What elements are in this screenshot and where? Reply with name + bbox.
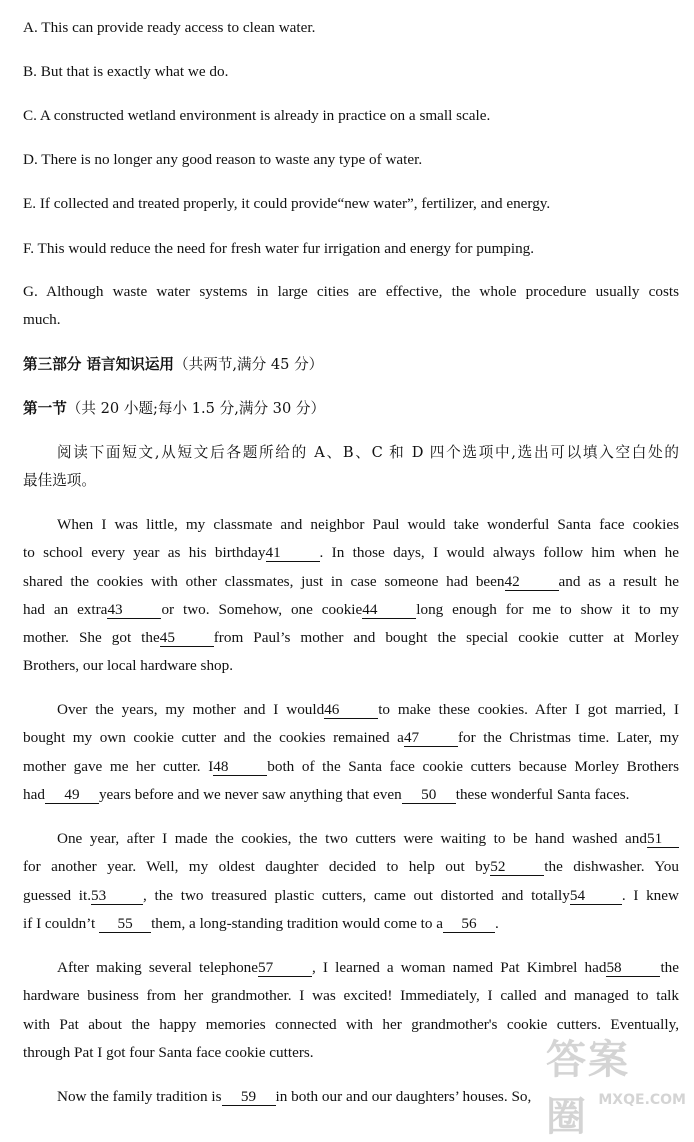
blank-58[interactable]: 58 xyxy=(606,959,660,977)
option-c: C. A constructed wetland environment is already in practice on a small scale. xyxy=(23,107,491,124)
p4-line2: hardware business from her grandmother. I was excited! Immediately, I called and managed to talk xyxy=(23,987,679,1005)
blank-50[interactable]: 50 xyxy=(402,786,456,804)
passage-paragraph-4 xyxy=(23,954,679,1067)
passage-paragraph-2 xyxy=(23,696,679,809)
section1-instruction xyxy=(23,439,679,496)
instruction-line2: 最佳选项。 xyxy=(23,472,96,490)
blank-57[interactable]: 57 xyxy=(258,959,312,977)
p1-line4: had an extra43 or two. Somehow, one cookie44 long enough for me to show it to my xyxy=(23,600,680,618)
p1-line1: When I was little, my classmate and neighbor Paul would take wonderful Santa face cookies xyxy=(57,516,679,533)
blank-48[interactable]: 48 xyxy=(213,758,267,776)
option-g-line1: G. Although waste water systems in large cities are effective, the whole procedure usually costs xyxy=(23,283,679,300)
section1-heading-title: 第一节 xyxy=(23,400,67,417)
blank-45[interactable]: 45 xyxy=(160,629,214,647)
p2-line3: mother gave me her cutter. I48 both of the Santa face cookie cutters because Morley Brothers xyxy=(23,757,679,775)
p1-line5: mother. She got the45 from Paul’s mother and bought the special cookie cutter at Morley xyxy=(23,629,679,647)
p2-line1: Over the years, my mother and I would46 to make these cookies. After I got married, I xyxy=(57,701,679,718)
part3-heading-title: 第三部分 语言知识运用 xyxy=(23,356,175,373)
section1-heading xyxy=(23,395,679,423)
p3-line4: if I couldn’t 55 them, a long-standing tradition would come to a 56 . xyxy=(23,914,499,932)
blank-52[interactable]: 52 xyxy=(490,858,544,876)
option-g-line2: much. xyxy=(23,311,61,329)
blank-41[interactable]: 41 xyxy=(266,544,320,562)
p3-line3: guessed it.53 , the two treasured plastic cutters, came out distorted and totally54 . I knew xyxy=(23,886,679,904)
instruction-line1: 阅读下面短文,从短文后各题所给的 A、B、C 和 D 四个选项中,选出可以填入空白处的 xyxy=(57,444,679,461)
blank-47[interactable]: 47 xyxy=(404,729,458,747)
blank-44[interactable]: 44 xyxy=(362,601,416,619)
p3-line1: One year, after I made the cookies, the two cutters were waiting to be hand washed and51 xyxy=(23,825,679,853)
option-d: D. There is no longer any good reason to waste any type of water. xyxy=(23,151,423,168)
blank-55[interactable]: 55 xyxy=(99,915,151,933)
part3-heading-detail: （共两节,满分 45 分） xyxy=(174,356,324,373)
blank-54[interactable]: 54 xyxy=(570,887,622,905)
part3-heading xyxy=(23,351,679,379)
blank-49[interactable]: 49 xyxy=(45,786,99,804)
blank-43[interactable]: 43 xyxy=(107,601,161,619)
p4-line3: with Pat about the happy memories connected with her grandmother's cookie cutters. Eventually, xyxy=(23,1015,679,1033)
option-e: E. If collected and treated properly, it could provide“new water”, fertilizer, and energy. xyxy=(23,195,551,212)
p1-line2: to school every year as his birthday41 . In those days, I would always follow him when he xyxy=(23,544,679,562)
option-f: F. This would reduce the need for fresh water fur irrigation and energy for pumping. xyxy=(23,240,535,257)
p1-line3: shared the cookies with other classmates, just in case someone had been42 and as a result he xyxy=(23,572,680,590)
blank-56[interactable]: 56 xyxy=(443,915,495,933)
watermark-logo-text: 答案圈 xyxy=(546,1037,630,1140)
p5-line1: Now the family tradition is 59 in both our and our daughters’ houses. So, xyxy=(57,1088,532,1105)
p1-line6: Brothers, our local hardware shop. xyxy=(23,657,234,675)
blank-59[interactable]: 59 xyxy=(222,1088,276,1106)
passage-paragraph-3 xyxy=(23,825,679,938)
watermark-url: MXQE.COM xyxy=(598,1092,686,1108)
p2-line4: had 49 years before and we never saw anything that even 50 these wonderful Santa faces. xyxy=(23,785,630,803)
p4-line4: through Pat I got four Santa face cookie cutters. xyxy=(23,1043,314,1061)
passage-paragraph-1 xyxy=(23,511,679,681)
p2-line2: bought my own cookie cutter and the cookies remained a47 for the Christmas time. Later, my xyxy=(23,729,679,747)
section1-heading-detail: （共 20 小题;每小 1.5 分,满分 30 分） xyxy=(66,400,326,417)
blank-42[interactable]: 42 xyxy=(505,573,559,591)
blank-53[interactable]: 53 xyxy=(91,887,143,905)
p4-line1: After making several telephone57 , I learned a woman named Pat Kimbrel had58 the xyxy=(57,959,679,976)
blank-51[interactable]: 51 xyxy=(647,830,679,848)
option-g xyxy=(23,278,679,335)
option-b: B. But that is exactly what we do. xyxy=(23,63,229,80)
blank-46[interactable]: 46 xyxy=(324,701,378,719)
p3-line2: for another year. Well, my oldest daughter decided to help out by52 the dishwasher. You xyxy=(23,858,679,876)
passage-paragraph-5 xyxy=(23,1083,679,1111)
option-a: A. This can provide ready access to clean water. xyxy=(23,19,316,36)
